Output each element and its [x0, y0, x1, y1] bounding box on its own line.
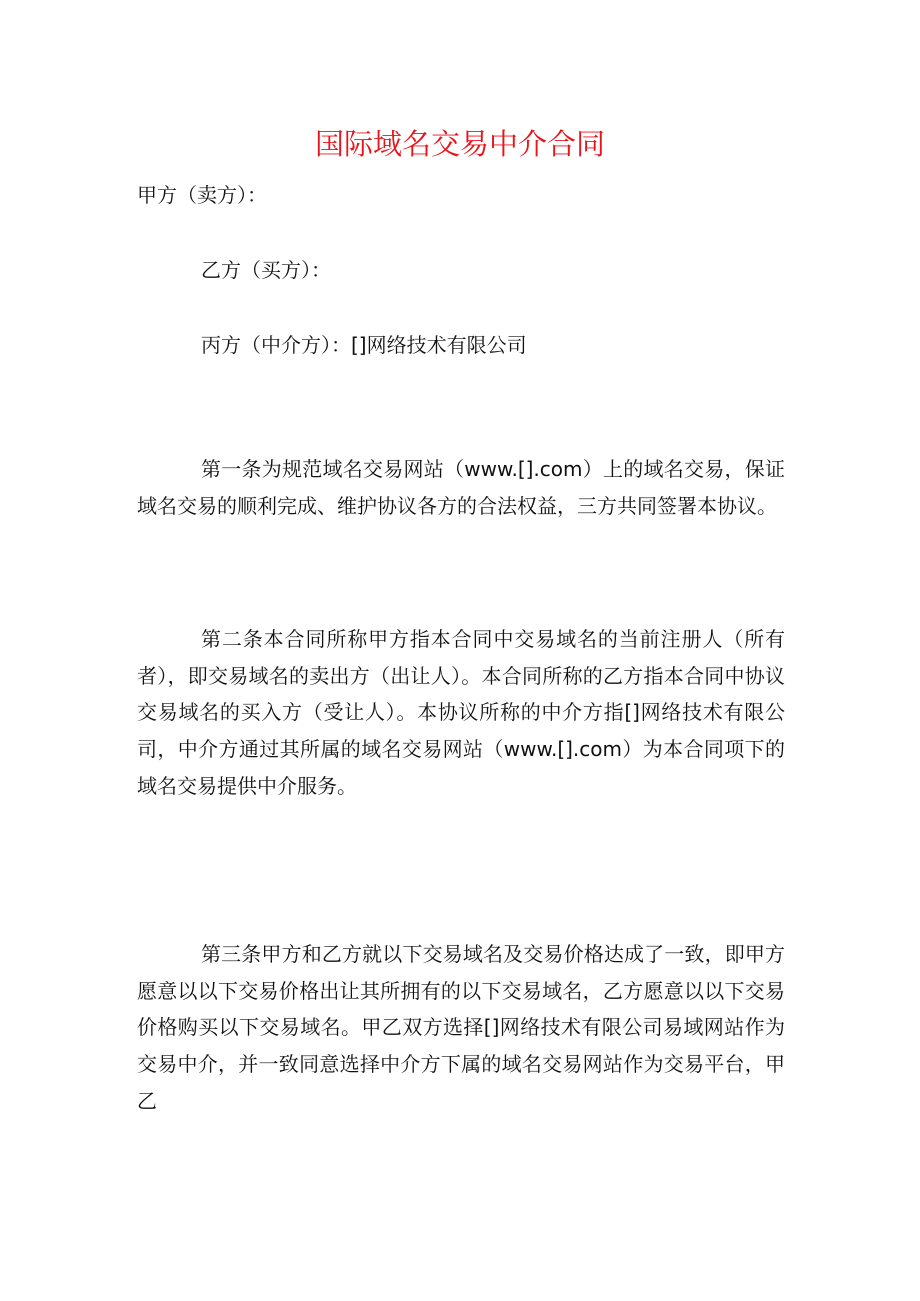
party-a-line: 甲方（卖方）： — [137, 183, 267, 207]
article-1: 第一条为规范域名交易网站（www.[].com）上的域名交易，保证域名交易的顺利完成、维护协议各方的合法权益，三方共同签署本协议。 — [137, 457, 785, 518]
party-b-line: 乙方（买方）： — [201, 258, 331, 282]
article-3: 第三条甲方和乙方就以下交易域名及交易价格达成了一致，即甲方愿意以以下交易价格出让其所拥有的以下交易域名，乙方愿意以以下交易价格购买以下交易域名。甲乙双方选择[]网络技术有限公司易域网站作为交易中介，并一致同意选择中介方下属的域名交易网站作为交易平台，甲乙 — [137, 942, 785, 1113]
party-c-line: 丙方（中介方）：[]网络技术有限公司 — [201, 333, 527, 357]
article-2: 第二条本合同所称甲方指本合同中交易域名的当前注册人（所有者），即交易域名的卖出方（出让人）。本合同所称的乙方指本合同中协议交易域名的买入方（受让人）。本协议所称的中介方指[]网络技术有限公司，中介方通过其所属的域名交易网站（www.[].com）为本合同项下的域名交易提供中介服务。 — [137, 627, 785, 798]
document-title: 国际域名交易中介合同 — [314, 127, 605, 161]
